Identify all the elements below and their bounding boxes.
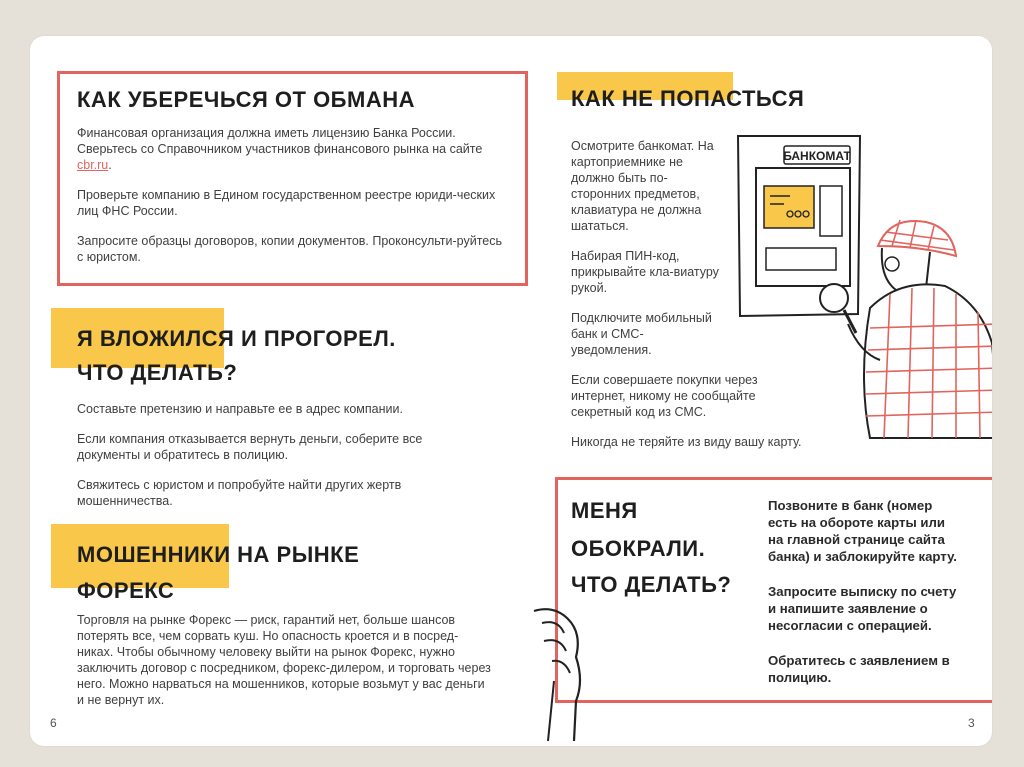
avoid-paragraph-1: Осмотрите банкомат. На картоприемнике не должно быть по-сторонних предметов, клавиатура не должна шататься. xyxy=(571,139,714,233)
forex-text xyxy=(77,612,492,722)
atm-sign-label: БАНКОМАТ xyxy=(783,149,851,163)
robbed-paragraph-3: Обратитесь с заявлением в полицию. xyxy=(768,653,950,685)
hand-illustration xyxy=(524,601,594,741)
burned-paragraph-3: Свяжитесь с юристом и попробуйте найти других жертв мошенничества. xyxy=(77,478,402,508)
robbed-paragraph-1: Позвоните в банк (номер есть на обороте карты или на главной странице сайта банка) и заблокируйте карту. xyxy=(768,498,957,564)
avoid-text xyxy=(571,138,802,464)
protect-title: КАК УБЕРЕЧЬСЯ ОТ ОБМАНА xyxy=(77,87,415,112)
protect-paragraph-2: Проверьте компанию в Едином государственном реестре юриди-ческих лиц ФНС России. xyxy=(77,188,496,218)
robbed-title-line-1: МЕНЯ xyxy=(571,498,638,523)
booklet-spread xyxy=(30,36,992,746)
protect-paragraph-1: Финансовая организация должна иметь лицензию Банка России. Сверьтесь со Справочником участников финансового рынка на сайте cbr.ru. xyxy=(77,126,483,172)
robbed-title-line-3: ЧТО ДЕЛАТЬ? xyxy=(571,572,732,597)
avoid-paragraph-2: Набирая ПИН-код, прикрывайте кла-виатуру рукой. xyxy=(571,249,719,295)
page-number-left: 6 xyxy=(50,716,57,730)
robbed-text xyxy=(768,497,958,704)
burned-title-line-2: ЧТО ДЕЛАТЬ? xyxy=(77,360,238,385)
avoid-paragraph-3: Подключите мобильный банк и СМС-уведомления. xyxy=(571,311,712,357)
burned-paragraph-1: Составьте претензию и направьте ее в адрес компании. xyxy=(77,402,403,416)
avoid-paragraph-5: Никогда не теряйте из виду вашу карту. xyxy=(571,435,802,449)
avoid-title: КАК НЕ ПОПАСТЬСЯ xyxy=(571,86,805,111)
page-number-right: 3 xyxy=(968,716,975,730)
burned-text xyxy=(77,401,477,523)
robbed-title-line-2: ОБОКРАЛИ. xyxy=(571,536,706,561)
burned-title-line-1: Я ВЛОЖИЛСЯ И ПРОГОРЕЛ. xyxy=(77,326,396,351)
forex-paragraph-1: Торговля на рынке Форекс — риск, гарантий нет, больше шансов потерять все, чем сорвать куш. Но опасность кроется и в посред-никах. Чтобы обычному человеку выйти на рынок Форекс, нужно заключить договор с посредником, форекс-дилером, и торговать через него. Можно нарваться на мошенников, которые возьмут у вас деньги и не вернут их. xyxy=(77,613,491,707)
burned-paragraph-2: Если компания отказывается вернуть деньги, соберите все документы и обратитесь в полицию. xyxy=(77,432,423,462)
avoid-paragraph-4: Если совершаете покупки через интернет, никому не сообщайте секретный код из СМС. xyxy=(571,373,758,419)
forex-title-line-2: ФОРЕКС xyxy=(77,578,175,603)
robbed-paragraph-2: Запросите выписку по счету и напишите заявление о несогласии с операцией. xyxy=(768,584,957,633)
protect-text xyxy=(77,125,502,279)
cbr-link[interactable]: cbr.ru xyxy=(77,158,109,172)
forex-title-line-1: МОШЕННИКИ НА РЫНКЕ xyxy=(77,542,360,567)
protect-paragraph-3: Запросите образцы договоров, копии документов. Проконсульти-руйтесь с юристом. xyxy=(77,234,502,264)
atm-detective-illustration xyxy=(730,128,992,438)
